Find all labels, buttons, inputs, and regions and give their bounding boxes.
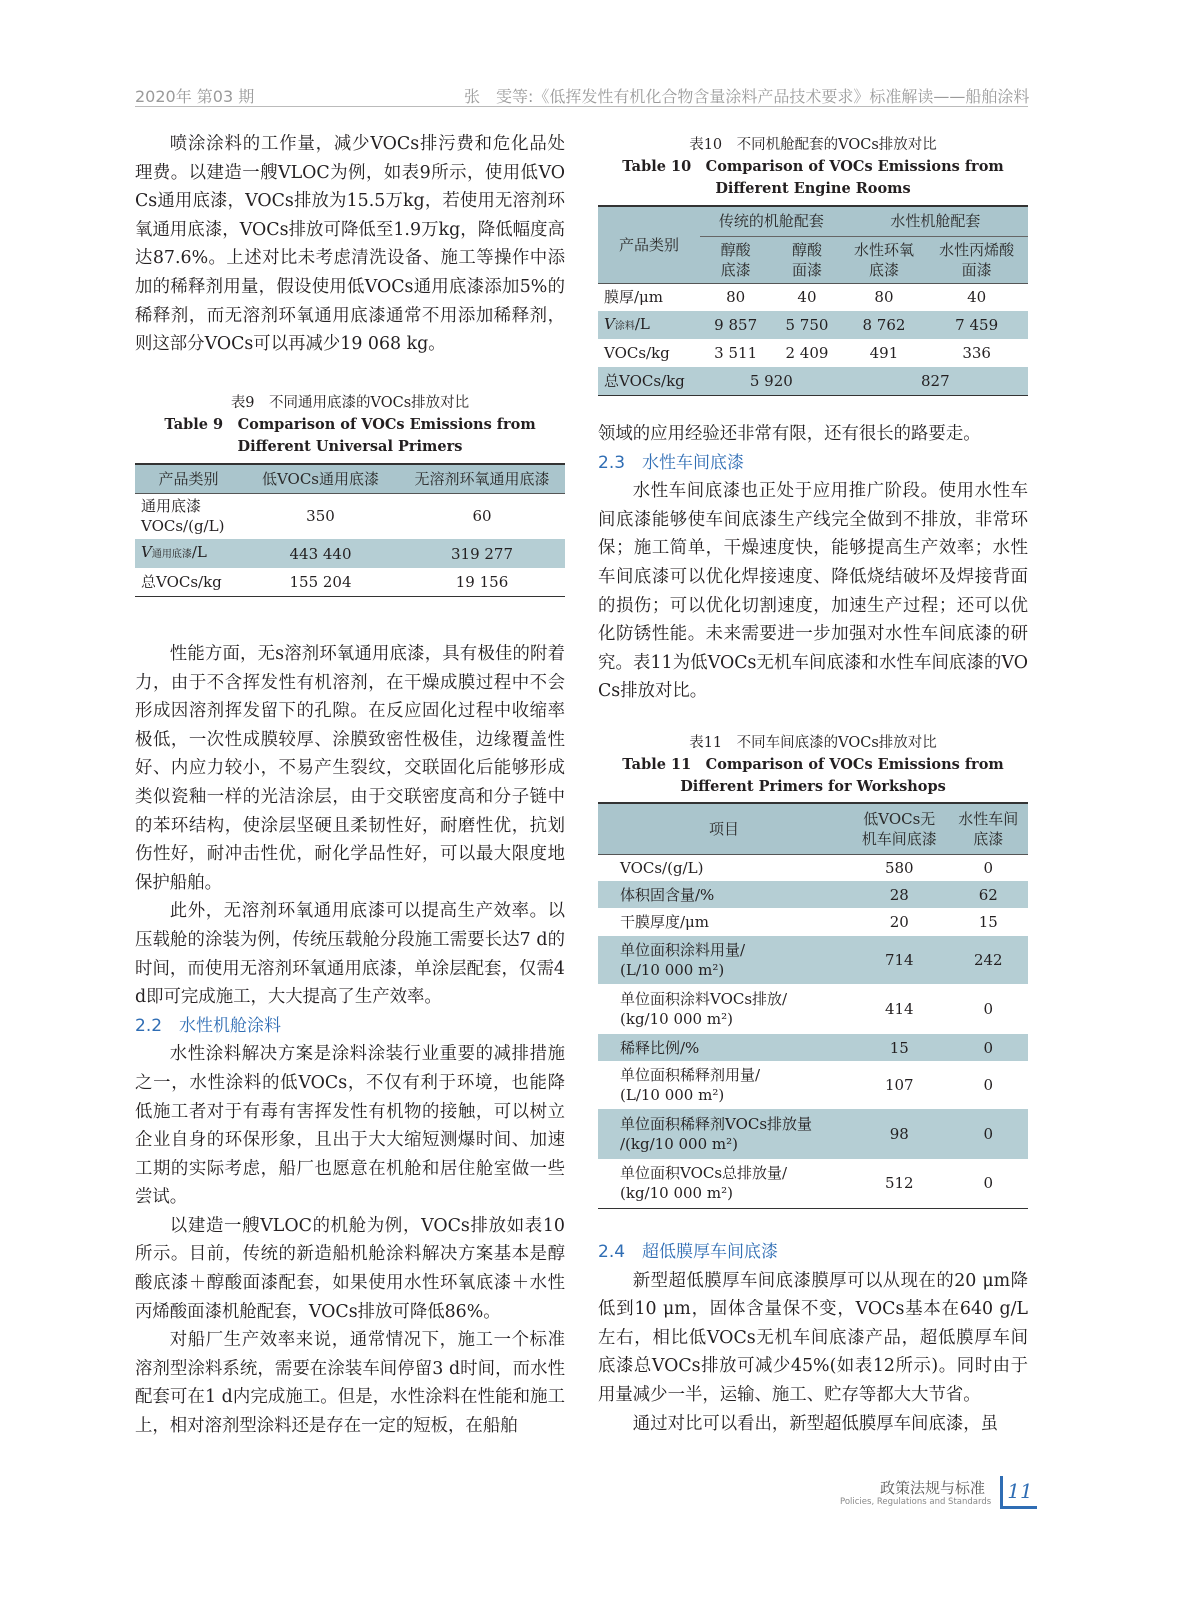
table-row bbox=[598, 311, 1028, 339]
column-header: 水性车间 底漆 bbox=[949, 803, 1028, 854]
table-cell: 62 bbox=[949, 881, 1028, 908]
table-cell: 0 bbox=[949, 1109, 1028, 1159]
table11-caption bbox=[598, 732, 1028, 798]
table-cell: 0 bbox=[949, 1159, 1028, 1208]
table-cell: 20 bbox=[889, 913, 909, 931]
table-row bbox=[598, 881, 1028, 908]
unit: /L bbox=[634, 314, 650, 333]
row-label: 通用底漆 VOCs/(g/L) bbox=[141, 497, 225, 536]
table-row bbox=[135, 539, 565, 568]
row-label: 膜厚/μm bbox=[604, 288, 664, 307]
table-10 bbox=[598, 205, 1028, 396]
left-column-body bbox=[135, 640, 565, 1441]
table-cell: 3 511 bbox=[714, 344, 758, 362]
row-label: 体积固含量/% bbox=[598, 881, 850, 908]
paragraph: 水性涂料解决方案是涂料涂装行业重要的减排措施之一，水性涂料的低VOCs，不仅有利于环境，也能降低施工者对于有毒有害挥发性有机物的接触，可以树立企业自身的环保形象，且出于大大缩短测爆时间、加速工期的实际考虑，船厂也愿意在机舱和居住舱室做一些尝试。 bbox=[135, 1044, 565, 1208]
table-cell: 107 bbox=[884, 1076, 914, 1094]
table9-caption bbox=[135, 392, 565, 458]
table-cell: 155 204 bbox=[242, 568, 399, 596]
table-cell: 414 bbox=[884, 1000, 914, 1018]
table10-caption bbox=[598, 134, 1028, 200]
column-header: 产品类别 bbox=[598, 206, 700, 283]
row-label: 单位面积稀释剂VOCs排放量 /(kg/10 000 m²) bbox=[598, 1109, 850, 1159]
table-row bbox=[598, 339, 1028, 367]
table-cell: 9 857 bbox=[700, 311, 771, 339]
table-row bbox=[598, 984, 1028, 1034]
table-row bbox=[598, 1159, 1028, 1208]
table-cell: 491 bbox=[869, 344, 899, 362]
table-cell: 242 bbox=[949, 936, 1028, 984]
table-cell: 827 bbox=[843, 367, 1028, 395]
table-row bbox=[598, 283, 1028, 311]
table-cell: 0 bbox=[949, 1034, 1028, 1061]
table-row bbox=[135, 493, 565, 539]
table-cell: 19 156 bbox=[399, 568, 565, 596]
table-cell: 8 762 bbox=[843, 311, 926, 339]
right-column-bottom bbox=[598, 1238, 1028, 1438]
table-cell: 0 bbox=[983, 858, 994, 877]
section-heading-2-4: 2.4 超低膜厚车间底漆 bbox=[598, 1242, 779, 1262]
column-header: 醇酸 底漆 bbox=[700, 236, 771, 283]
running-title: 张 雯等:《低挥发性有机化合物含量涂料产品技术要求》标准解读——船舶涂料 bbox=[464, 87, 1030, 106]
table-row bbox=[598, 854, 1028, 881]
table-cell: 2 409 bbox=[785, 344, 829, 362]
row-label: 总VOCs/kg bbox=[598, 367, 700, 395]
page-number: 11 bbox=[1000, 1476, 1037, 1509]
paragraph: 水性车间底漆也正处于应用推广阶段。使用水性车间底漆能够使车间底漆生产线完全做到不排放，非常环保；施工简单，干燥速度快，能够提高生产效率；水性车间底漆可以优化焊接速度、降低烧结破坏及焊接背面的损伤；可以优化切割速度，加速生产过程；还可以优化防锈性能。未来需要进一步加强对水性车间底漆的研究。表11为低VOCs无机车间底漆和水性车间底漆的VOCs排放对比。 bbox=[598, 481, 1028, 702]
table-row bbox=[598, 908, 1028, 936]
row-label: 单位面积稀释剂用量/ (L/10 000 m²) bbox=[620, 1066, 761, 1104]
table-row-total bbox=[598, 367, 1028, 395]
row-label: 单位面积涂料用量/ (L/10 000 m²) bbox=[598, 936, 850, 984]
row-label: 稀释比例/% bbox=[598, 1034, 850, 1061]
table-row bbox=[598, 1109, 1028, 1159]
column-header: 低VOCs通用底漆 bbox=[242, 464, 399, 493]
table9-caption-en: Table 9 Comparison of VOCs Emissions from Different Universal Primers bbox=[164, 416, 536, 455]
section-heading-2-3: 2.3 水性车间底漆 bbox=[598, 452, 745, 473]
variable-subscript: 涂料 bbox=[614, 320, 635, 332]
table11-caption-cn: 表11 不同车间底漆的VOCs排放对比 bbox=[689, 735, 937, 751]
table-cell: 512 bbox=[850, 1159, 949, 1208]
row-label: 单位面积VOCs总排放量/ (kg/10 000 m²) bbox=[598, 1159, 850, 1208]
footer-section-cn: 政策法规与标准 bbox=[880, 1479, 986, 1497]
unit: /L bbox=[191, 543, 207, 561]
variable-subscript: 通用底漆 bbox=[151, 549, 192, 560]
row-label: VOCs/(g/L) bbox=[620, 858, 704, 877]
variable-symbol: V bbox=[141, 543, 152, 561]
variable-symbol: V bbox=[604, 314, 615, 333]
table11-caption-en: Table 11 Comparison of VOCs Emissions from Different Primers for Workshops bbox=[622, 756, 1004, 795]
table-cell: 15 bbox=[850, 1034, 949, 1061]
table-cell: 80 bbox=[726, 288, 746, 307]
table-cell: 5 920 bbox=[700, 367, 843, 395]
row-label bbox=[135, 539, 242, 568]
column-header: 项目 bbox=[598, 803, 850, 854]
table-9 bbox=[135, 463, 565, 597]
table-row bbox=[598, 1034, 1028, 1061]
column-header: 水性环氧 底漆 bbox=[843, 236, 926, 283]
row-label bbox=[598, 311, 700, 339]
table9-caption-cn: 表9 不同通用底漆的VOCs排放对比 bbox=[230, 395, 470, 411]
table-row bbox=[598, 1061, 1028, 1109]
column-header: 产品类别 bbox=[135, 464, 242, 493]
row-label: 单位面积涂料VOCs排放/ (kg/10 000 m²) bbox=[620, 990, 788, 1028]
table-cell: 7 459 bbox=[925, 311, 1028, 339]
paragraph: 对船厂生产效率来说，通常情况下，施工一个标准溶剂型涂料系统，需要在涂装车间停留3 d时间，而水性配套可在1 d内完成施工。但是，水性涂料在性能和施工上，相对溶剂型涂料还是存在一定的短板，在船舶 bbox=[135, 1330, 565, 1437]
table-cell: 580 bbox=[884, 858, 914, 877]
table10-caption-en: Table 10 Comparison of VOCs Emissions from Different Engine Rooms bbox=[622, 158, 1004, 197]
table-cell: 0 bbox=[983, 1000, 994, 1018]
row-label: VOCs/kg bbox=[604, 344, 670, 362]
table-cell: 5 750 bbox=[771, 311, 842, 339]
column-header: 无溶剂环氧通用底漆 bbox=[399, 464, 565, 493]
right-column-mid bbox=[598, 420, 1028, 706]
section-heading-2-2: 2.2 水性机舱涂料 bbox=[135, 1015, 282, 1036]
table-cell: 80 bbox=[874, 288, 894, 307]
paragraph: 领域的应用经验还非常有限，还有很长的路要走。 bbox=[598, 424, 981, 444]
paragraph: 以建造一艘VLOC的机舱为例，VOCs排放如表10所示。目前，传统的新造船机舱涂料解决方案基本是醇酸底漆＋醇酸面漆配套，如果使用水性环氧底漆＋水性丙烯酸面漆机舱配套，VOCs排放可降低86%。 bbox=[135, 1215, 565, 1322]
column-header: 水性丙烯酸 面漆 bbox=[925, 236, 1028, 283]
table-cell: 40 bbox=[967, 288, 987, 307]
table-row bbox=[135, 568, 565, 596]
table-cell: 0 bbox=[983, 1076, 994, 1094]
table-cell: 60 bbox=[472, 507, 492, 526]
column-group-header: 水性机舱配套 bbox=[843, 206, 1028, 236]
paragraph: 通过对比可以看出，新型超低膜厚车间底漆，虽 bbox=[632, 1413, 999, 1434]
paragraph: 性能方面，无s溶剂环氧通用底漆，具有极佳的附着力，由于不含挥发性有机溶剂，在干燥成膜过程中不会形成因溶剂挥发留下的孔隙。在反应固化过程中收缩率极低，一次性成膜较厚、涂膜致密性极佳，边缘覆盖性好、内应力较小，不易产生裂纹，交联固化后能够形成类似瓷釉一样的光洁涂层，由于交联密度高和分子链中的苯环结构，使涂层坚硬且柔韧性好，耐磨性优，抗划伤性好，耐冲击性优，耐化学品性好，可以最大限度地保护船舶。 bbox=[135, 644, 565, 893]
table-cell: 350 bbox=[306, 507, 335, 526]
table-cell: 15 bbox=[978, 913, 998, 931]
paragraph: 喷涂涂料的工作量，减少VOCs排污费和危化品处理费。以建造一艘VLOC为例，如表9所示，使用低VOCs通用底漆，VOCs排放为15.5万kg，若使用无溶剂环氧通用底漆，VOCs排放可降低至1.9万kg，降低幅度高达87.6%。上述对比未考虑清洗设备、施工等操作中添加的稀释剂用量，假设使用低VOCs通用底漆添加5%的稀释剂，而无溶剂环氧通用底漆通常不用添加稀释剂，则这部分VOCs可以再减少19 068 kg。 bbox=[135, 134, 565, 355]
table-cell: 443 440 bbox=[242, 539, 399, 568]
table-row bbox=[598, 936, 1028, 984]
table-cell: 336 bbox=[962, 344, 991, 362]
footer-section-en: Policies, Regulations and Standards bbox=[840, 1497, 992, 1507]
table10-caption-cn: 表10 不同机舱配套的VOCs排放对比 bbox=[689, 137, 937, 153]
table-cell: 714 bbox=[850, 936, 949, 984]
journal-issue: 2020年 第03 期 bbox=[135, 87, 255, 106]
table-11 bbox=[598, 802, 1028, 1209]
header-divider bbox=[135, 106, 1028, 107]
row-label: 干膜厚度/μm bbox=[620, 913, 710, 931]
column-header: 醇酸 面漆 bbox=[771, 236, 842, 283]
paragraph: 此外，无溶剂环氧通用底漆可以提高生产效率。以压载舱的涂装为例，传统压载舱分段施工需要长达7 d的时间，而使用无溶剂环氧通用底漆，单涂层配套，仅需4 d即可完成施工，大大提高了生产效率。 bbox=[135, 901, 565, 1008]
column-header: 低VOCs无 机车间底漆 bbox=[850, 803, 949, 854]
table-cell: 319 277 bbox=[399, 539, 565, 568]
table-cell: 98 bbox=[850, 1109, 949, 1159]
table-cell: 40 bbox=[797, 288, 817, 307]
table-cell: 28 bbox=[850, 881, 949, 908]
left-column-top bbox=[135, 130, 565, 359]
row-label: 总VOCs/kg bbox=[135, 568, 242, 596]
paragraph: 新型超低膜厚车间底漆膜厚可以从现在的20 μm降低到10 μm，固体含量保不变，VOCs基本在640 g/L左右，相比低VOCs无机车间底漆产品，超低膜厚车间底漆总VOCs排放可减少45%(如表12所示)。同时由于用量减少一半，运输、施工、贮存等都大大节省。 bbox=[598, 1270, 1028, 1405]
column-group-header: 传统的机舱配套 bbox=[700, 206, 843, 236]
